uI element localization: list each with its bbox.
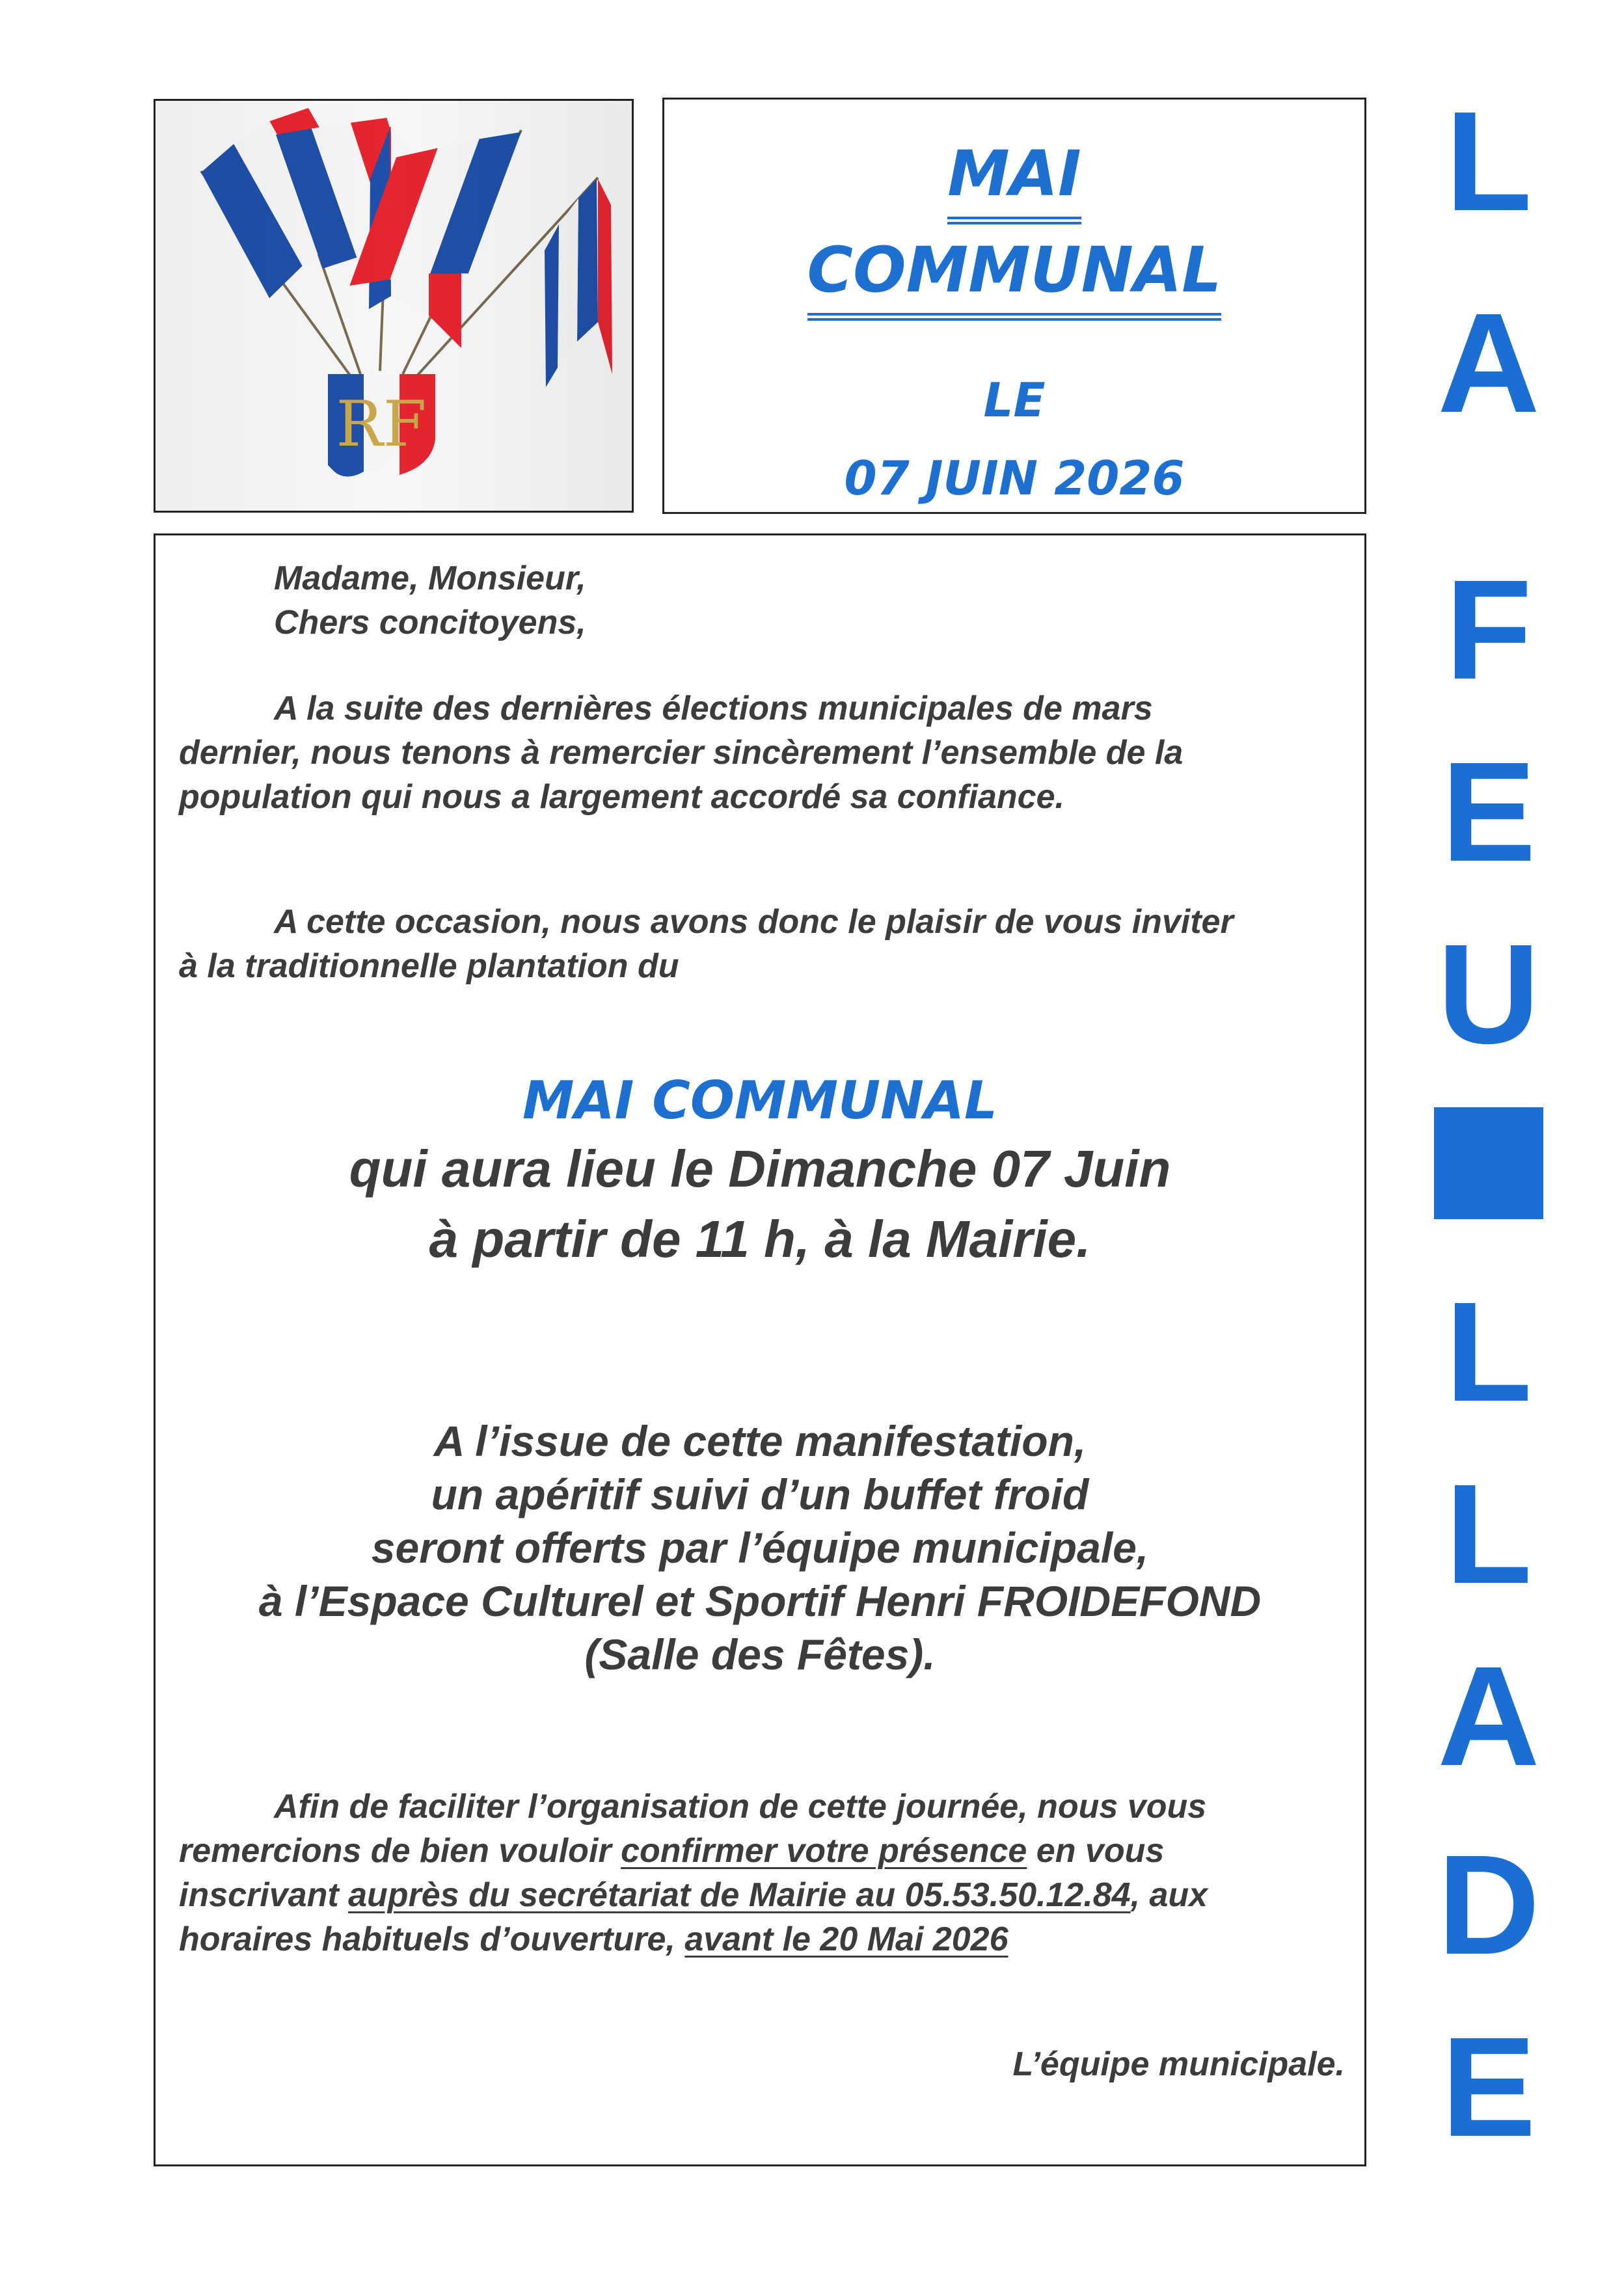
title-box	[662, 98, 1366, 514]
paragraph-1-line-1: A la suite des dernières élections municipales de mars	[274, 690, 1153, 727]
side-letter: L	[1445, 1455, 1532, 1613]
rsvp-line-3: inscrivant auprès du secrétariat de Mairie au 05.53.50.12.84, aux	[179, 1876, 1208, 1914]
greeting-line-1: Madame, Monsieur,	[274, 559, 586, 597]
side-letter: L	[1445, 83, 1532, 241]
paragraph-1-line-2: dernier, nous tenons à remercier sincèrement l’ensemble de la	[179, 734, 1184, 772]
svg-text:RF: RF	[336, 388, 427, 461]
side-letter: A	[1437, 284, 1540, 442]
after-line-2: un apéritif suivi d’un buffet froid	[431, 1470, 1089, 1518]
paragraph-2-line-2: à la traditionnelle plantation du	[179, 947, 679, 985]
event-line-1: qui aura lieu le Dimanche 07 Juin	[349, 1140, 1171, 1198]
side-letter: A	[1437, 1637, 1540, 1796]
side-letter: E	[1441, 733, 1536, 891]
letter-box	[154, 533, 1366, 2166]
after-line-3: seront offerts par l’équipe municipale,	[371, 1524, 1149, 1572]
side-letter: E	[1441, 2008, 1536, 2166]
flags-image-frame	[154, 99, 634, 513]
mairie-phone-text: auprès du secrétariat de Mairie au 05.53.50.12.84	[348, 1876, 1131, 1914]
signature: L’équipe municipale.	[1012, 2045, 1345, 2083]
date-line-1: LE	[983, 373, 1046, 427]
confirm-presence-text: confirmer votre présence	[621, 1832, 1027, 1870]
side-letter: L	[1445, 1273, 1532, 1431]
side-letter: D	[1437, 1826, 1540, 1984]
date-line-2: 07 JUIN 2026	[844, 451, 1185, 505]
side-square	[1434, 1107, 1543, 1219]
paragraph-2-line-1: A cette occasion, nous avons donc le plaisir de vous inviter	[274, 903, 1234, 941]
paragraph-1-line-3: population qui nous a largement accordé sa confiance.	[179, 778, 1064, 816]
after-line-4: à l’Espace Culturel et Sportif Henri FROIDEFOND	[258, 1577, 1262, 1625]
event-line-2: à partir de 11 h, à la Mairie.	[429, 1210, 1091, 1268]
title-line-2: COMMUNAL	[664, 234, 1364, 316]
deadline-text: avant le 20 Mai 2026	[684, 1920, 1008, 1958]
event-title: MAI COMMUNAL	[522, 1070, 997, 1131]
rsvp-line-4: horaires habituels d’ouverture, avant le 20 Mai 2026	[179, 1920, 1008, 1958]
after-line-1: A l’issue de cette manifestation,	[433, 1417, 1087, 1465]
title-line-1: MAI	[664, 137, 1364, 219]
rsvp-line-1: Afin de faciliter l’organisation de cette journée, nous vous	[274, 1788, 1207, 1825]
french-flags-icon	[156, 101, 632, 511]
side-letter: U	[1437, 915, 1540, 1073]
side-letter: F	[1445, 551, 1532, 709]
rsvp-line-2: remercions de bien vouloir confirmer votre présence en vous	[179, 1832, 1165, 1870]
greeting-line-2: Chers concitoyens,	[274, 604, 586, 641]
after-line-5: (Salle des Fêtes).	[584, 1630, 936, 1678]
